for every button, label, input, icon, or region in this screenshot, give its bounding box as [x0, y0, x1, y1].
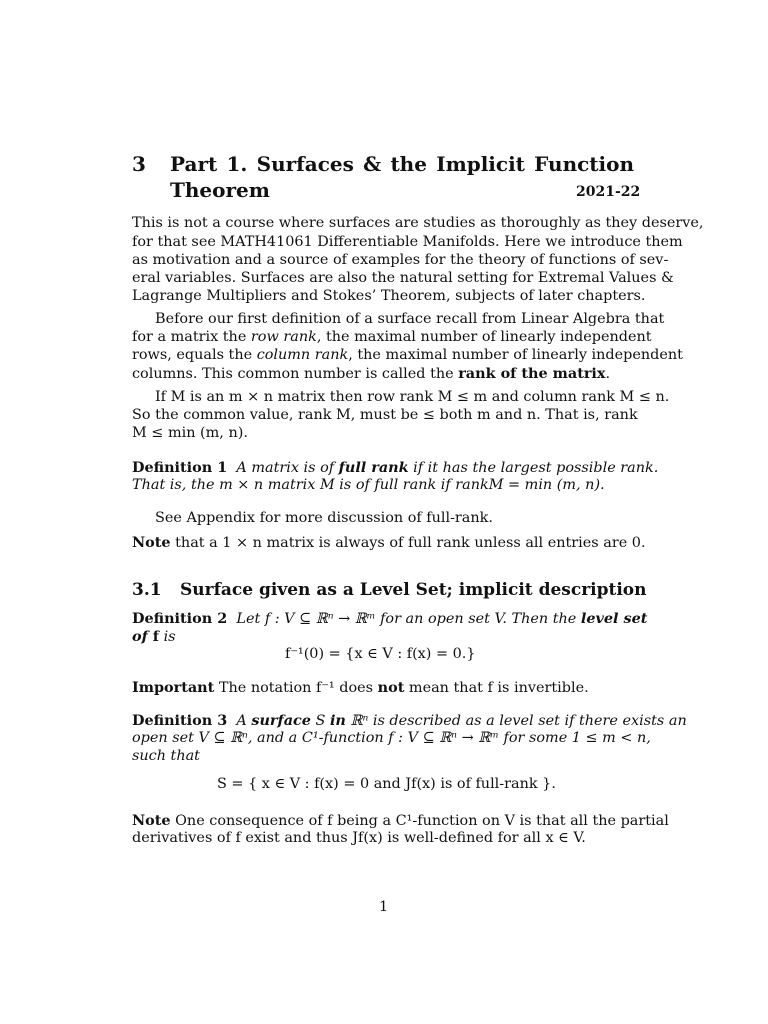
section-title-line1: Part 1. Surfaces & the Implicit Function: [170, 152, 634, 176]
note-2-line-2: derivatives of f exist and thus Jf(x) is well-defined for all x ∈ V.: [132, 830, 586, 846]
rank-line-4: columns. This common number is called the rank of the matrix.: [132, 365, 611, 382]
intro-line-2: for that see MATH41061 Differentiable Manifolds. Here we introduce them: [132, 234, 683, 250]
definition-3-formula: S = { x ∈ V : f(x) = 0 and Jf(x) is of full-rank }.: [217, 776, 556, 792]
definition-3-line-2: open set V ⊆ ℝⁿ, and a C¹-function f : V ⊆ ℝⁿ → ℝᵐ for some 1 ≤ m < n,: [132, 730, 651, 746]
intro-line-1: This is not a course where surfaces are studies as thoroughly as they deserve,: [132, 215, 704, 231]
section-year: 2021-22: [576, 184, 641, 200]
intro-line-3: as motivation and a source of examples for the theory of functions of sev-: [132, 252, 669, 268]
section-title-line2: Theorem: [170, 178, 270, 202]
intro-line-4: eral variables. Surfaces are also the natural setting for Extremal Values &: [132, 270, 674, 286]
rank-line-2: for a matrix the row rank, the maximal number of linearly independent: [132, 329, 652, 345]
definition-3-line-3: such that: [132, 748, 200, 764]
important-note: Important The notation f⁻¹ does not mean that f is invertible.: [132, 679, 589, 696]
definition-1-line-1: Definition 1 A matrix is of full rank if it has the largest possible rank.: [132, 459, 659, 476]
definition-2-line-1: Definition 2 Let f : V ⊆ ℝⁿ → ℝᵐ for an open set V. Then the level set: [132, 610, 648, 627]
section-number: 3: [132, 152, 146, 176]
definition-2-line-2: of f is: [132, 628, 176, 645]
mn-line-3: M ≤ min (m, n).: [132, 425, 248, 441]
page-number: 1: [379, 899, 389, 915]
rank-line-3: rows, equals the column rank, the maximal number of linearly independent: [132, 347, 683, 363]
rank-line-1: Before our first definition of a surface recall from Linear Algebra that: [155, 311, 665, 327]
note-1: Note that a 1 × n matrix is always of full rank unless all entries are 0.: [132, 534, 646, 551]
mn-line-1: If M is an m × n matrix then row rank M ≤ m and column rank M ≤ n.: [155, 389, 670, 405]
definition-2-formula: f⁻¹(0) = {x ∈ V : f(x) = 0.}: [285, 646, 476, 662]
note-2-line-1: Note One consequence of f being a C¹-function on V is that all the partial: [132, 812, 669, 829]
subsection-title: Surface given as a Level Set; implicit description: [180, 580, 647, 600]
subsection-number: 3.1: [132, 580, 162, 600]
intro-line-5: Lagrange Multipliers and Stokes’ Theorem, subjects of later chapters.: [132, 288, 646, 304]
appendix-note: See Appendix for more discussion of full-rank.: [155, 510, 493, 526]
mn-line-2: So the common value, rank M, must be ≤ both m and n. That is, rank: [132, 407, 638, 423]
definition-3-line-1: Definition 3 A surface S in ℝⁿ is described as a level set if there exists an: [132, 712, 687, 729]
definition-1-line-2: That is, the m × n matrix M is of full rank if rankM = min (m, n).: [132, 477, 605, 493]
